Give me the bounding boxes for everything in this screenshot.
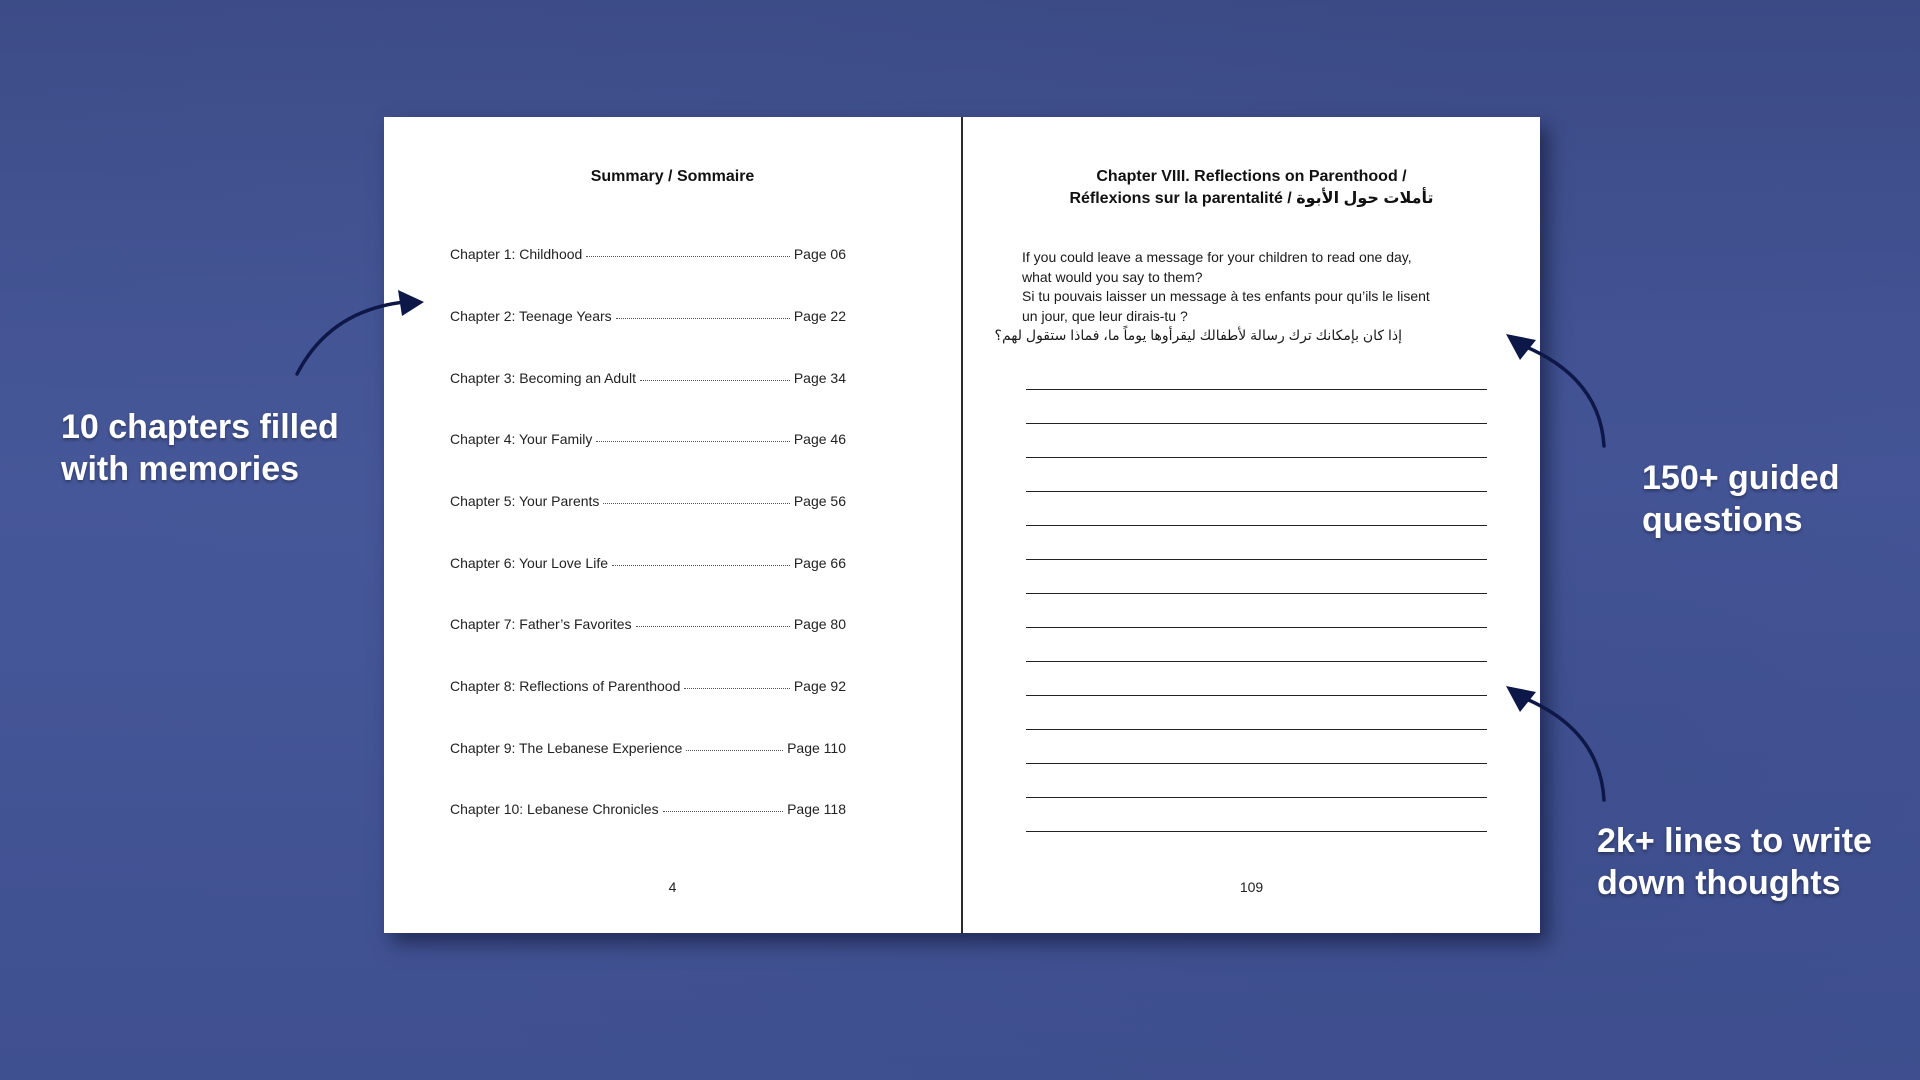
toc-chapter-title: Chapter 1: Childhood xyxy=(450,246,583,262)
callout-chapters-line-1: 10 chapters filled xyxy=(61,408,339,446)
arrow-right-top-icon xyxy=(1506,334,1604,446)
toc-page-ref: Page 34 xyxy=(793,370,846,386)
question-line: Si tu pouvais laisser un message à tes enfants pour qu’ils le lisent xyxy=(1022,288,1430,304)
question-line: If you could leave a message for your children to read one day, xyxy=(1022,249,1412,265)
left-page-number: 4 xyxy=(668,879,677,895)
arrow-right-bottom-icon xyxy=(1506,686,1604,800)
toc-page-ref: Page 46 xyxy=(793,431,846,447)
arrow-left-icon xyxy=(297,290,424,374)
chapter-title-line-2: Réflexions sur la parentalité / تأملات حول الأبوة xyxy=(1069,190,1434,207)
toc-chapter-title: Chapter 4: Your Family xyxy=(450,431,593,447)
callout-questions-line-2: questions xyxy=(1642,501,1803,539)
chapter-title-line-1: Chapter VIII. Reflections on Parenthood / xyxy=(1096,168,1407,185)
toc-chapter-title: Chapter 5: Your Parents xyxy=(450,493,600,509)
toc-chapter-title: Chapter 3: Becoming an Adult xyxy=(450,370,637,386)
right-page-number: 109 xyxy=(1239,879,1264,895)
question-line-arabic: إذا كان بإمكانك ترك رسالة لأطفالك ليقرأوها يوماً ما، فماذا ستقول لهم؟ xyxy=(994,327,1402,343)
toc-page-ref: Page 56 xyxy=(793,493,846,509)
toc-chapter-title: Chapter 9: The Lebanese Experience xyxy=(450,740,683,756)
callout-chapters-line-2: with memories xyxy=(61,450,300,488)
summary-title: Summary / Sommaire xyxy=(590,168,755,185)
toc-chapter-title: Chapter 2: Teenage Years xyxy=(450,308,612,324)
question-line: what would you say to them? xyxy=(1022,268,1203,285)
question-line: un jour, que leur dirais-tu ? xyxy=(1022,307,1188,324)
callout-questions-line-1: 150+ guided xyxy=(1642,459,1840,497)
toc-page-ref: Page 92 xyxy=(793,678,846,694)
callout-lines-line-2: down thoughts xyxy=(1597,864,1841,902)
toc-chapter-title: Chapter 8: Reflections of Parenthood xyxy=(450,678,681,694)
toc-chapter-title: Chapter 10: Lebanese Chronicles xyxy=(450,801,659,817)
toc-page-ref: Page 80 xyxy=(793,616,846,632)
toc-chapter-title: Chapter 7: Father’s Favorites xyxy=(450,616,632,632)
toc-page-ref: Page 06 xyxy=(793,246,846,262)
toc-page-ref: Page 110 xyxy=(787,740,846,756)
toc-page-ref: Page 118 xyxy=(787,801,846,817)
callout-lines-line-1: 2k+ lines to write xyxy=(1597,822,1872,860)
toc-chapter-title: Chapter 6: Your Love Life xyxy=(450,555,609,571)
toc-page-ref: Page 66 xyxy=(793,555,846,571)
toc-page-ref: Page 22 xyxy=(793,308,846,324)
